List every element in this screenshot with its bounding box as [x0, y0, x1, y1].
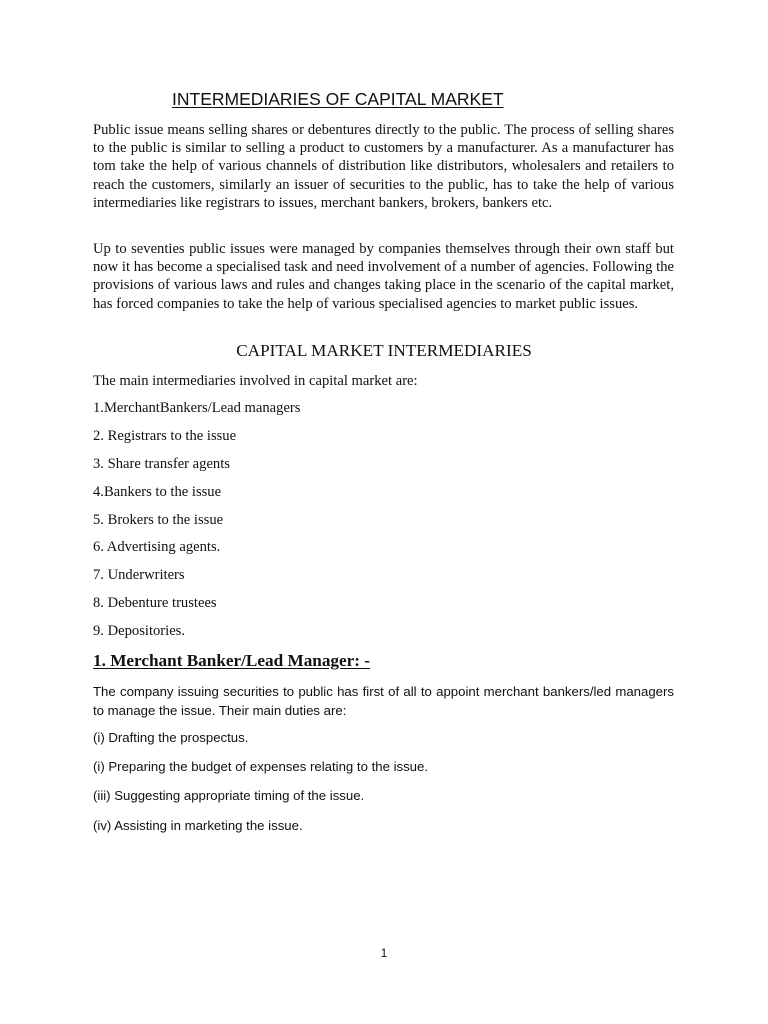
list-item: 1.MerchantBankers/Lead managers	[93, 400, 301, 416]
section-heading-merchant-banker: 1. Merchant Banker/Lead Manager: -	[93, 651, 371, 670]
page-number: 1	[380, 946, 388, 960]
intermediaries-list	[93, 399, 300, 650]
section-body: The company issuing securities to public has first of all to appoint merchant bankers/led managers to manage the issue. Their main duties are:	[93, 684, 674, 718]
list-item: 3. Share transfer agents	[93, 455, 230, 472]
paragraph-seventies: Up to seventies public issues were managed by companies themselves through their own staff but now it has become a specialised task and need involvement of a number of agencies. Following the provisions of various laws and rules and changes taking place in the scenario of the capital market, has forced companies to take the help of various specialised agencies to market public issues.	[93, 241, 674, 312]
list-item: 5. Brokers to the issue	[93, 511, 224, 528]
list-item: 2. Registrars to the issue	[93, 427, 237, 444]
list-item: (i) Drafting the prospectus.	[93, 730, 249, 745]
list-item: 8. Debenture trustees	[93, 595, 217, 612]
list-item: 7. Underwriters	[93, 567, 185, 584]
subheading-capital-market-intermediaries: CAPITAL MARKET INTERMEDIARIES	[236, 341, 532, 360]
document-title: INTERMEDIARIES OF CAPITAL MARKET	[172, 89, 504, 109]
list-item: (i) Preparing the budget of expenses relating to the issue.	[93, 759, 429, 775]
list-item: 4.Bankers to the issue	[93, 483, 222, 500]
list-item: 9. Depositories.	[93, 623, 186, 640]
paragraph-public-issue: Public issue means selling shares or debentures directly to the public. The process of selling shares to the public is similar to selling a product to customers by a manufacturer. As a manufacturer has tom take the help of various channels of distribution like distributors, wholesalers and retailers to reach the customers, similarly an issuer of securities to the public, has to take the help of various intermediaries like registrars to issues, merchant bankers, brokers, bankers etc.	[93, 122, 674, 211]
duties-list	[93, 729, 428, 846]
list-item: (iv) Assisting in marketing the issue.	[93, 817, 303, 833]
list-item: 6. Advertising agents.	[93, 539, 221, 556]
list-item: (iii) Suggesting appropriate timing of the issue.	[93, 788, 365, 804]
list-intro: The main intermediaries involved in capital market are:	[93, 373, 418, 389]
